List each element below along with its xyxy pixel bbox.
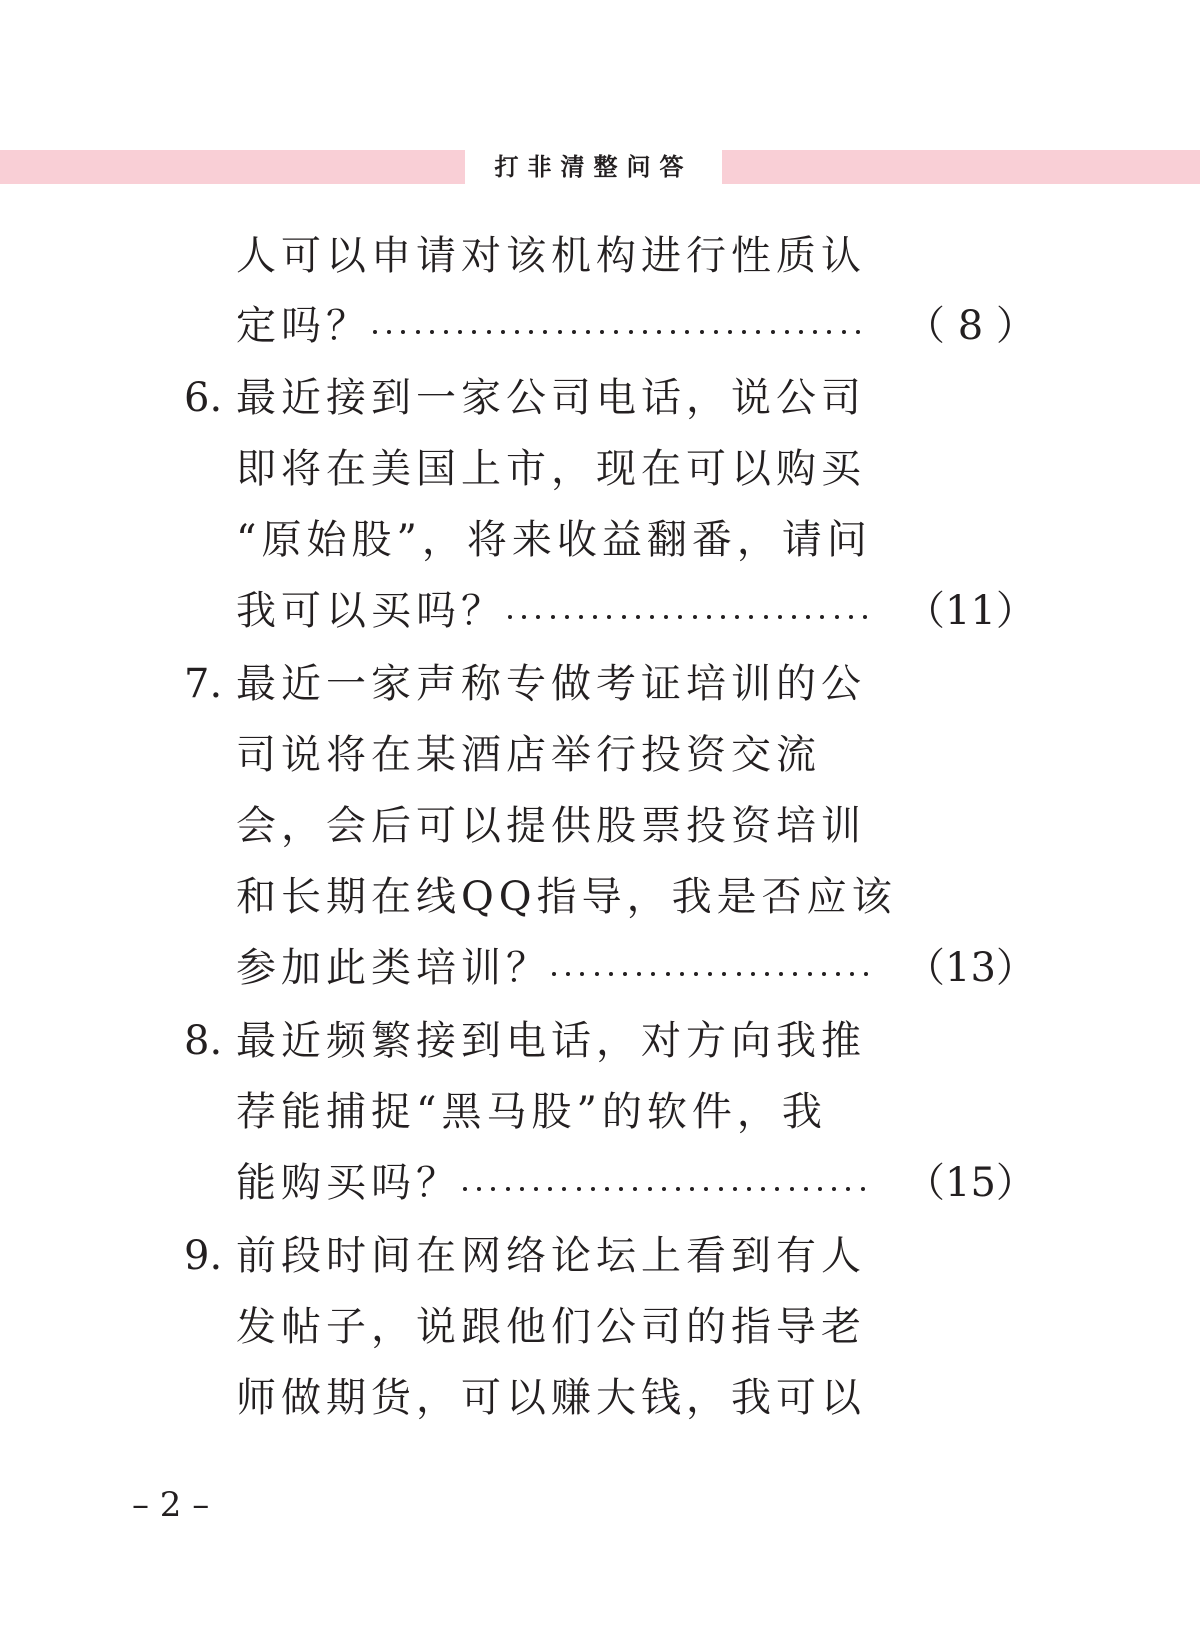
toc-line: 会，会后可以提供股票投资培训 (236, 803, 866, 849)
toc-line: 荐能捕捉“黑马股”的软件，我 (236, 1089, 827, 1135)
leader-dot (430, 330, 434, 334)
leader-dot (629, 330, 633, 334)
toc-line: 和长期在线QQ指导，我是否应该 (236, 874, 897, 920)
leader-dot (536, 615, 540, 619)
dot-leader (463, 1155, 883, 1211)
leader-dot (648, 1187, 652, 1191)
leader-dot (666, 972, 670, 976)
leader-dot (792, 615, 796, 619)
leader-dot (458, 330, 462, 334)
leader-dot (799, 330, 803, 334)
leader-dot (607, 615, 611, 619)
leader-dot (849, 615, 853, 619)
leader-dot (749, 615, 753, 619)
leader-dot (785, 330, 789, 334)
leader-dot (534, 1187, 538, 1191)
leader-dot (756, 330, 760, 334)
leader-dot (605, 1187, 609, 1191)
leader-dot (387, 330, 391, 334)
leader-dot (565, 615, 569, 619)
leader-dot (704, 1187, 708, 1191)
leader-dot (765, 972, 769, 976)
leader-dot (595, 972, 599, 976)
leader-dot (416, 330, 420, 334)
leader-dot (693, 615, 697, 619)
leader-dot (719, 1187, 723, 1191)
leader-dot (721, 615, 725, 619)
leader-dot (562, 1187, 566, 1191)
leader-dot (818, 1187, 822, 1191)
leader-dot (813, 330, 817, 334)
leader-dot (842, 330, 846, 334)
leader-dot (506, 1187, 510, 1191)
toc-page-ref: （11） (905, 588, 1036, 634)
leader-dot (558, 330, 562, 334)
leader-dot (671, 330, 675, 334)
toc-item-number: 9. (184, 1233, 223, 1279)
leader-dot (680, 972, 684, 976)
leader-dot (832, 1187, 836, 1191)
header-band-right (722, 150, 1200, 184)
dot-leader (552, 940, 883, 996)
leader-dot (733, 1187, 737, 1191)
leader-dot (508, 615, 512, 619)
leader-dot (529, 330, 533, 334)
leader-dot (401, 330, 405, 334)
leader-dot (662, 1187, 666, 1191)
leader-dot (864, 972, 868, 976)
leader-dot (579, 615, 583, 619)
leader-dot (771, 330, 775, 334)
leader-dot (822, 972, 826, 976)
leader-dot (804, 1187, 808, 1191)
toc-page-ref: （ 8 ） (905, 303, 1036, 349)
toc-line: 最近接到一家公司电话，说公司 (236, 375, 866, 421)
leader-dot (577, 1187, 581, 1191)
leader-dot (751, 972, 755, 976)
leader-dot (622, 615, 626, 619)
header-title: 打非清整问答 (494, 153, 693, 181)
leader-dot (487, 330, 491, 334)
leader-dot (827, 330, 831, 334)
leader-dot (835, 615, 839, 619)
page-number: – 2 – (132, 1485, 210, 1525)
leader-dot (708, 972, 712, 976)
leader-dot (463, 1187, 467, 1191)
leader-dot (650, 615, 654, 619)
leader-dot (861, 1187, 865, 1191)
running-header (0, 150, 1200, 184)
leader-dot (742, 330, 746, 334)
leader-dot (775, 1187, 779, 1191)
leader-dot (572, 330, 576, 334)
leader-dot (676, 1187, 680, 1191)
leader-dot (636, 615, 640, 619)
toc-line: 师做期货，可以赚大钱，我可以 (236, 1375, 866, 1421)
dot-leader (508, 583, 883, 639)
leader-dot (522, 615, 526, 619)
leader-dot (657, 330, 661, 334)
leader-dot (664, 615, 668, 619)
leader-dot (836, 972, 840, 976)
toc-line: 最近频繁接到电话，对方向我推 (236, 1018, 866, 1064)
leader-dot (501, 330, 505, 334)
leader-dot (623, 972, 627, 976)
leader-dot (543, 330, 547, 334)
leader-dot (779, 972, 783, 976)
leader-dot (678, 615, 682, 619)
leader-dot (764, 615, 768, 619)
leader-dot (609, 972, 613, 976)
header-band-left (0, 150, 465, 184)
leader-dot (580, 972, 584, 976)
leader-dot (728, 330, 732, 334)
leader-dot (856, 330, 860, 334)
leader-dot (586, 330, 590, 334)
leader-dot (863, 615, 867, 619)
leader-dot (477, 1187, 481, 1191)
leader-dot (820, 615, 824, 619)
leader-dot (551, 615, 555, 619)
leader-dot (552, 972, 556, 976)
leader-dot (722, 972, 726, 976)
leader-dot (747, 1187, 751, 1191)
toc-line: 最近一家声称专做考证培训的公 (236, 661, 866, 707)
leader-dot (850, 972, 854, 976)
leader-dot (700, 330, 704, 334)
leader-dot (808, 972, 812, 976)
toc-line: “原始股”，将来收益翻番，请问 (236, 517, 872, 563)
toc-line: 能购买吗？ (236, 1160, 461, 1206)
leader-dot (520, 1187, 524, 1191)
toc-line: 发帖子，说跟他们公司的指导老 (236, 1304, 866, 1350)
toc-item-number: 6. (184, 375, 223, 421)
toc-line: 参加此类培训？ (236, 945, 551, 991)
leader-dot (593, 615, 597, 619)
leader-dot (637, 972, 641, 976)
toc-page-ref: （15） (905, 1160, 1036, 1206)
leader-dot (793, 972, 797, 976)
toc-line: 人可以申请对该机构进行性质认 (236, 233, 866, 279)
leader-dot (643, 330, 647, 334)
leader-dot (737, 972, 741, 976)
leader-dot (633, 1187, 637, 1191)
leader-dot (515, 330, 519, 334)
leader-dot (846, 1187, 850, 1191)
toc-line: 定吗？ (236, 303, 371, 349)
dot-leader (373, 298, 883, 354)
toc-line: 即将在美国上市，现在可以购买 (236, 446, 866, 492)
leader-dot (591, 1187, 595, 1191)
leader-dot (714, 330, 718, 334)
leader-dot (690, 1187, 694, 1191)
leader-dot (444, 330, 448, 334)
toc-line: 司说将在某酒店举行投资交流 (236, 732, 821, 778)
toc-line: 前段时间在网络论坛上看到有人 (236, 1233, 866, 1279)
leader-dot (619, 1187, 623, 1191)
leader-dot (651, 972, 655, 976)
leader-dot (491, 1187, 495, 1191)
leader-dot (614, 330, 618, 334)
toc-page-ref: （13） (905, 945, 1036, 991)
leader-dot (707, 615, 711, 619)
leader-dot (761, 1187, 765, 1191)
leader-dot (373, 330, 377, 334)
toc-item-number: 8. (184, 1018, 223, 1064)
toc-line: 我可以买吗？ (236, 588, 506, 634)
leader-dot (806, 615, 810, 619)
leader-dot (790, 1187, 794, 1191)
leader-dot (600, 330, 604, 334)
leader-dot (694, 972, 698, 976)
leader-dot (566, 972, 570, 976)
leader-dot (735, 615, 739, 619)
leader-dot (548, 1187, 552, 1191)
leader-dot (778, 615, 782, 619)
leader-dot (472, 330, 476, 334)
toc-item-number: 7. (184, 661, 223, 707)
leader-dot (685, 330, 689, 334)
